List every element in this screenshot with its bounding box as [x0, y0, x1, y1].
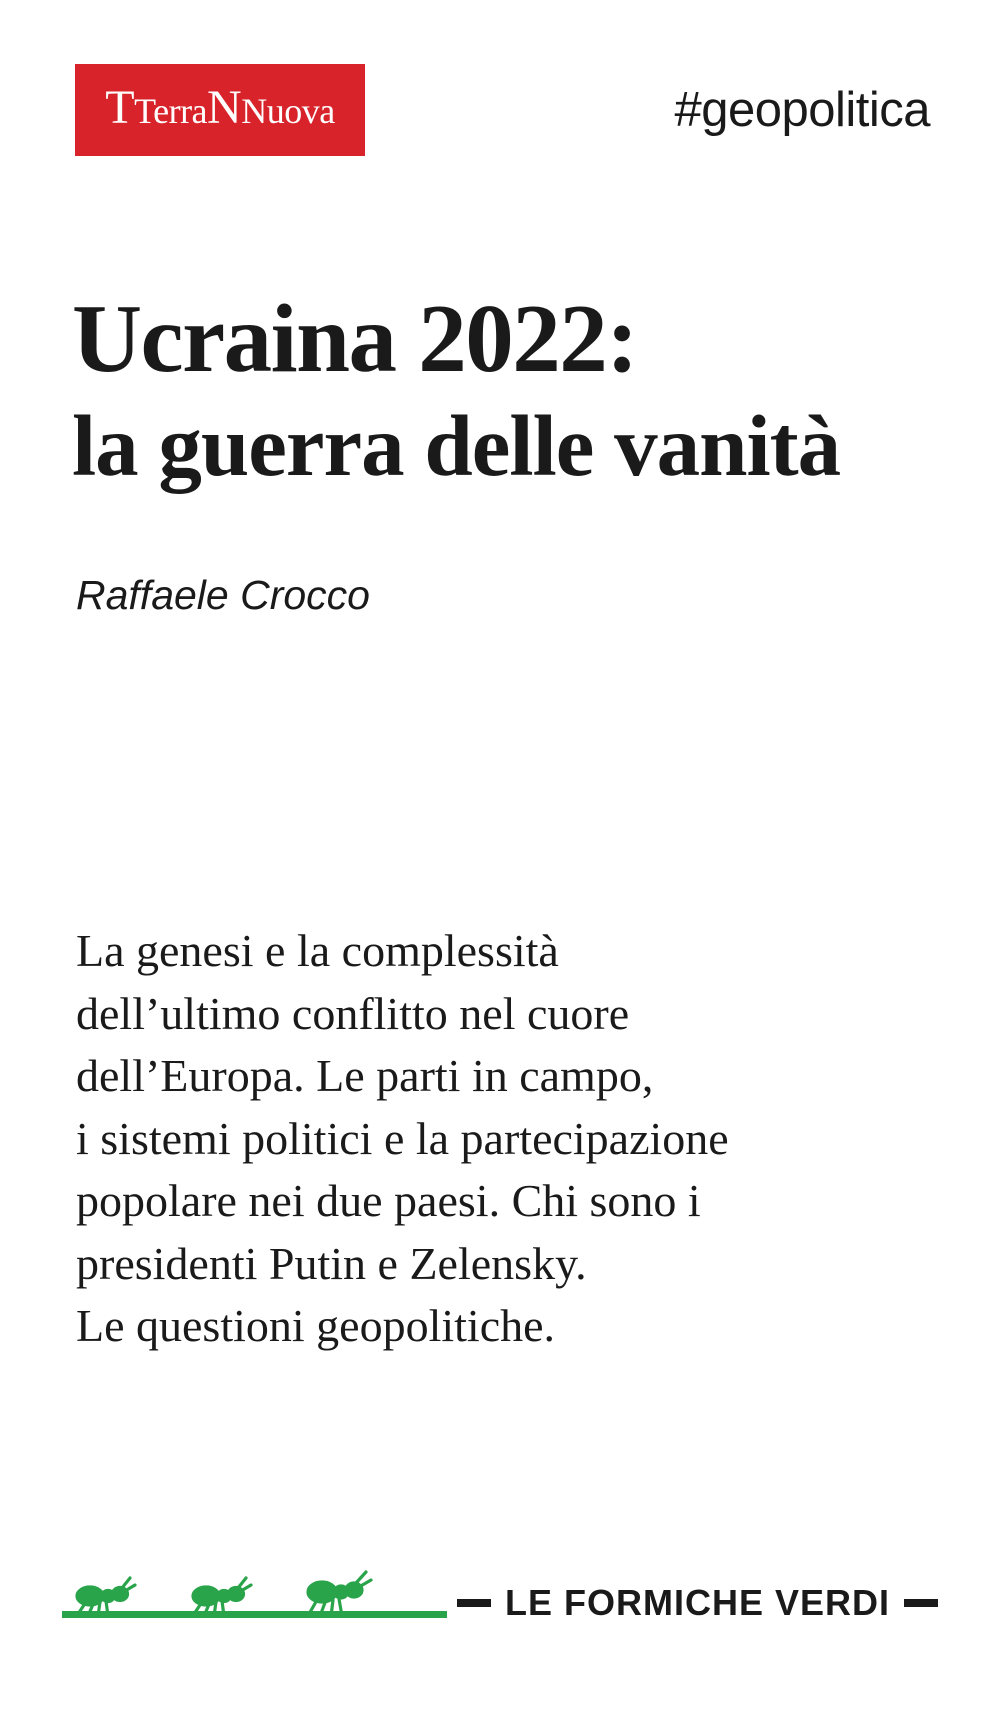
book-title-line-2: la guerra delle vanità [72, 396, 841, 494]
blurb-line: dell’ultimo conflitto nel cuore [76, 987, 630, 1039]
title-block [72, 285, 940, 494]
publisher-name: LE FORMICHE VERDI [504, 1582, 890, 1623]
cover-blurb [76, 920, 880, 1358]
book-title-line-1: Ucraina 2022: [72, 285, 638, 392]
terra-nuova-logo [75, 64, 365, 156]
blurb-line: popolare nei due paesi. Chi sono i [76, 1175, 701, 1227]
author-name: Raffaele Crocco [76, 572, 370, 618]
blurb-line: La genesi e la complessità [76, 925, 559, 976]
logo-text-erra: Terra [134, 91, 208, 131]
publisher-mark [457, 1582, 938, 1624]
cover-header [75, 62, 930, 158]
blurb-line: Le questioni geopolitiche. [76, 1300, 556, 1352]
blurb-line: presidenti Putin e Zelensky. [76, 1237, 587, 1289]
ground-line [62, 1611, 447, 1618]
logo-text-uova: Nuova [241, 91, 335, 131]
publisher-dash-right-icon [904, 1599, 938, 1607]
blurb-line: i sistemi politici e la partecipazione [76, 1112, 729, 1164]
ants-illustration [62, 1556, 462, 1626]
publisher-dash-left-icon [457, 1599, 491, 1607]
hashtag-label: #geopolitica [674, 83, 930, 137]
logo-text: TTerraNNuova [105, 81, 335, 134]
cover-footer [62, 1546, 938, 1626]
blurb-line: dell’Europa. Le parti in campo, [76, 1050, 654, 1102]
